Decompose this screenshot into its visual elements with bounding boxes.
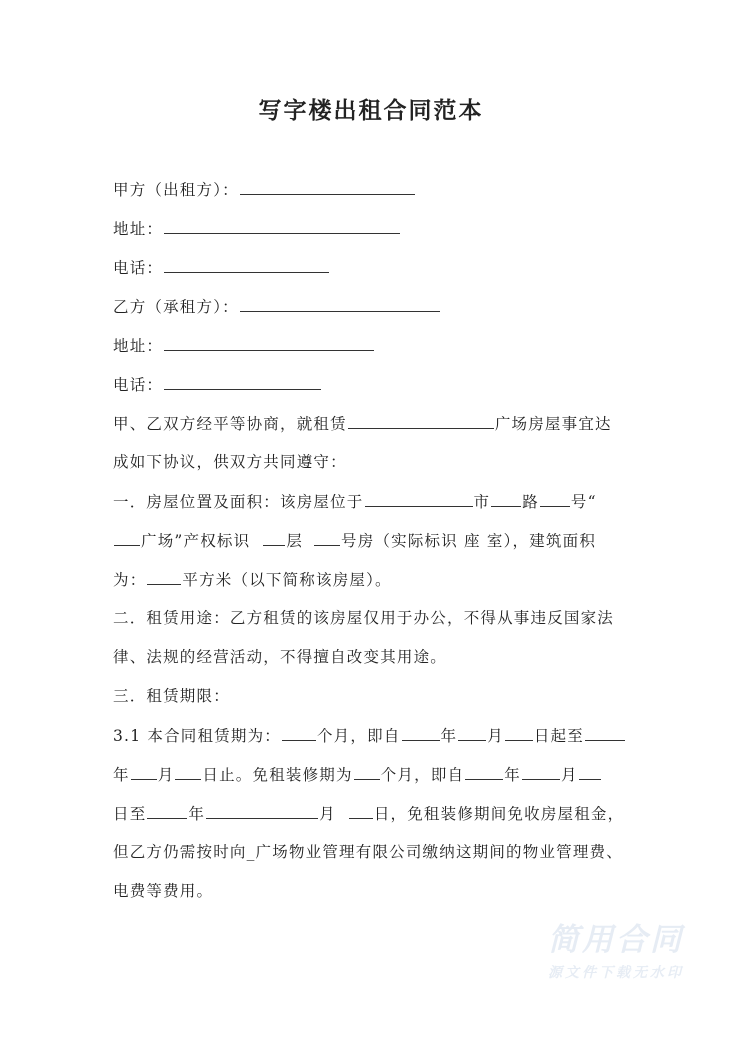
c31-from: ，即自 xyxy=(350,727,401,745)
s2-text-2: 律、法规的经营活动，不得擅自改变其用途。 xyxy=(113,648,448,666)
party-a-label: 甲方（出租方）： xyxy=(113,181,239,199)
c31-month-2: 月 xyxy=(157,766,175,784)
floor-blank xyxy=(263,529,285,546)
party-b-blank xyxy=(240,295,440,312)
party-a-line xyxy=(113,178,416,201)
c31-fees-end: 电费等费用。 xyxy=(113,882,214,900)
s1-text: 一．房屋位置及面积：该房屋位于 xyxy=(113,493,364,511)
c31-rent-free: 日，免租装修期间免收房屋租金， xyxy=(373,805,625,823)
area-blank xyxy=(147,568,181,585)
plaza-blank xyxy=(348,412,494,429)
intro-text-b: 广场房屋事宜达 xyxy=(494,415,612,433)
party-b-label: 乙方（承租方）： xyxy=(113,298,239,316)
c31-months: 个月 xyxy=(316,727,351,745)
s1-room-text: 号房（实际标识 座 室），建筑面积 xyxy=(341,532,597,550)
party-b-phone-blank xyxy=(164,373,321,390)
clause-3-1-line-5 xyxy=(113,880,213,902)
party-a-phone-line xyxy=(113,256,330,279)
address-label: 地址： xyxy=(113,337,164,355)
end-day-blank xyxy=(175,763,201,780)
c31-free-period: 日止。免租装修期为 xyxy=(202,766,353,784)
c31-month-4: 月 xyxy=(319,805,336,823)
s1-area-label: 为： xyxy=(113,571,147,589)
road-blank xyxy=(540,490,570,507)
s1-city: 市 xyxy=(473,493,491,511)
s3-heading-text: 三．租赁期限： xyxy=(113,687,230,705)
c31-start: 日起至 xyxy=(533,727,585,745)
address-label: 地址： xyxy=(113,220,164,238)
party-a-address-line xyxy=(113,217,401,240)
free-end-year-blank xyxy=(147,802,187,819)
free-start-year-blank xyxy=(465,763,503,780)
free-end-day-blank xyxy=(349,802,373,819)
c31-year-3: 年 xyxy=(504,766,521,784)
party-b-phone-line xyxy=(113,373,322,396)
clause-3-1-line-4 xyxy=(113,841,623,863)
start-month-blank xyxy=(458,724,486,741)
clause-3-1-line-2 xyxy=(113,763,602,786)
city-blank xyxy=(491,490,521,507)
section2-line-2 xyxy=(113,646,447,668)
free-start-month-blank xyxy=(522,763,560,780)
start-year-blank xyxy=(402,724,440,741)
c31-free-from: 个月，即自 xyxy=(380,766,465,784)
s1-number: 号“ xyxy=(570,493,597,511)
clause-3-1-line-1 xyxy=(113,724,626,747)
watermark-logo-text: 简用合同 xyxy=(548,922,684,958)
c31-year-4: 年 xyxy=(188,805,206,823)
section1-line-1 xyxy=(113,490,597,513)
s1-property-id: 广场”产权标识 xyxy=(141,532,251,550)
party-b-address-blank xyxy=(164,334,374,351)
intro-text-c: 成如下协议，供双方共同遵守： xyxy=(113,453,347,471)
intro-line-1 xyxy=(113,412,612,435)
start-day-blank xyxy=(505,724,533,741)
c31-month: 月 xyxy=(487,727,504,745)
intro-text-a: 甲、乙双方经平等协商，就租赁 xyxy=(113,415,347,433)
plaza-name-blank xyxy=(114,529,140,546)
s2-text-1: 二．租赁用途：乙方租赁的该房屋仅用于办公，不得从事违反国家法 xyxy=(113,609,615,627)
c31-day-to: 日至 xyxy=(113,805,147,823)
phone-label: 电话： xyxy=(113,259,164,277)
c31-text: 3.1 本合同租赁期为： xyxy=(113,727,281,745)
document-title: 写字楼出租合同范本 xyxy=(258,97,484,124)
term-months-blank xyxy=(282,724,316,741)
intro-line-2 xyxy=(113,451,347,473)
party-a-phone-blank xyxy=(164,256,329,273)
section1-line-3 xyxy=(113,568,392,591)
watermark xyxy=(548,922,684,982)
s1-road: 路 xyxy=(522,493,539,511)
end-year-blank xyxy=(585,724,625,741)
section2-line-1 xyxy=(113,607,614,629)
s1-area-text: 平方米（以下简称该房屋）。 xyxy=(182,571,392,589)
party-b-address-line xyxy=(113,334,375,357)
free-end-month-blank xyxy=(206,802,318,819)
c31-year: 年 xyxy=(440,727,458,745)
section1-line-2 xyxy=(113,529,596,552)
clause-3-1-line-3 xyxy=(113,802,624,825)
room-blank xyxy=(314,529,340,546)
free-start-day-blank xyxy=(579,763,601,780)
watermark-subtext: 源文件下载无水印 xyxy=(548,965,684,981)
party-b-line xyxy=(113,295,441,318)
s1-floor: 层 xyxy=(286,532,304,550)
c31-year-2: 年 xyxy=(113,766,130,784)
party-a-address-blank xyxy=(164,217,400,234)
party-a-blank xyxy=(240,178,415,195)
c31-month-3: 月 xyxy=(560,766,578,784)
location-blank xyxy=(365,490,473,507)
section3-heading xyxy=(113,685,230,707)
end-month-blank xyxy=(131,763,157,780)
c31-fees: 但乙方仍需按时向_广场物业管理有限公司缴纳这期间的物业管理费、 xyxy=(113,843,623,861)
free-months-blank xyxy=(354,763,380,780)
phone-label: 电话： xyxy=(113,376,164,394)
